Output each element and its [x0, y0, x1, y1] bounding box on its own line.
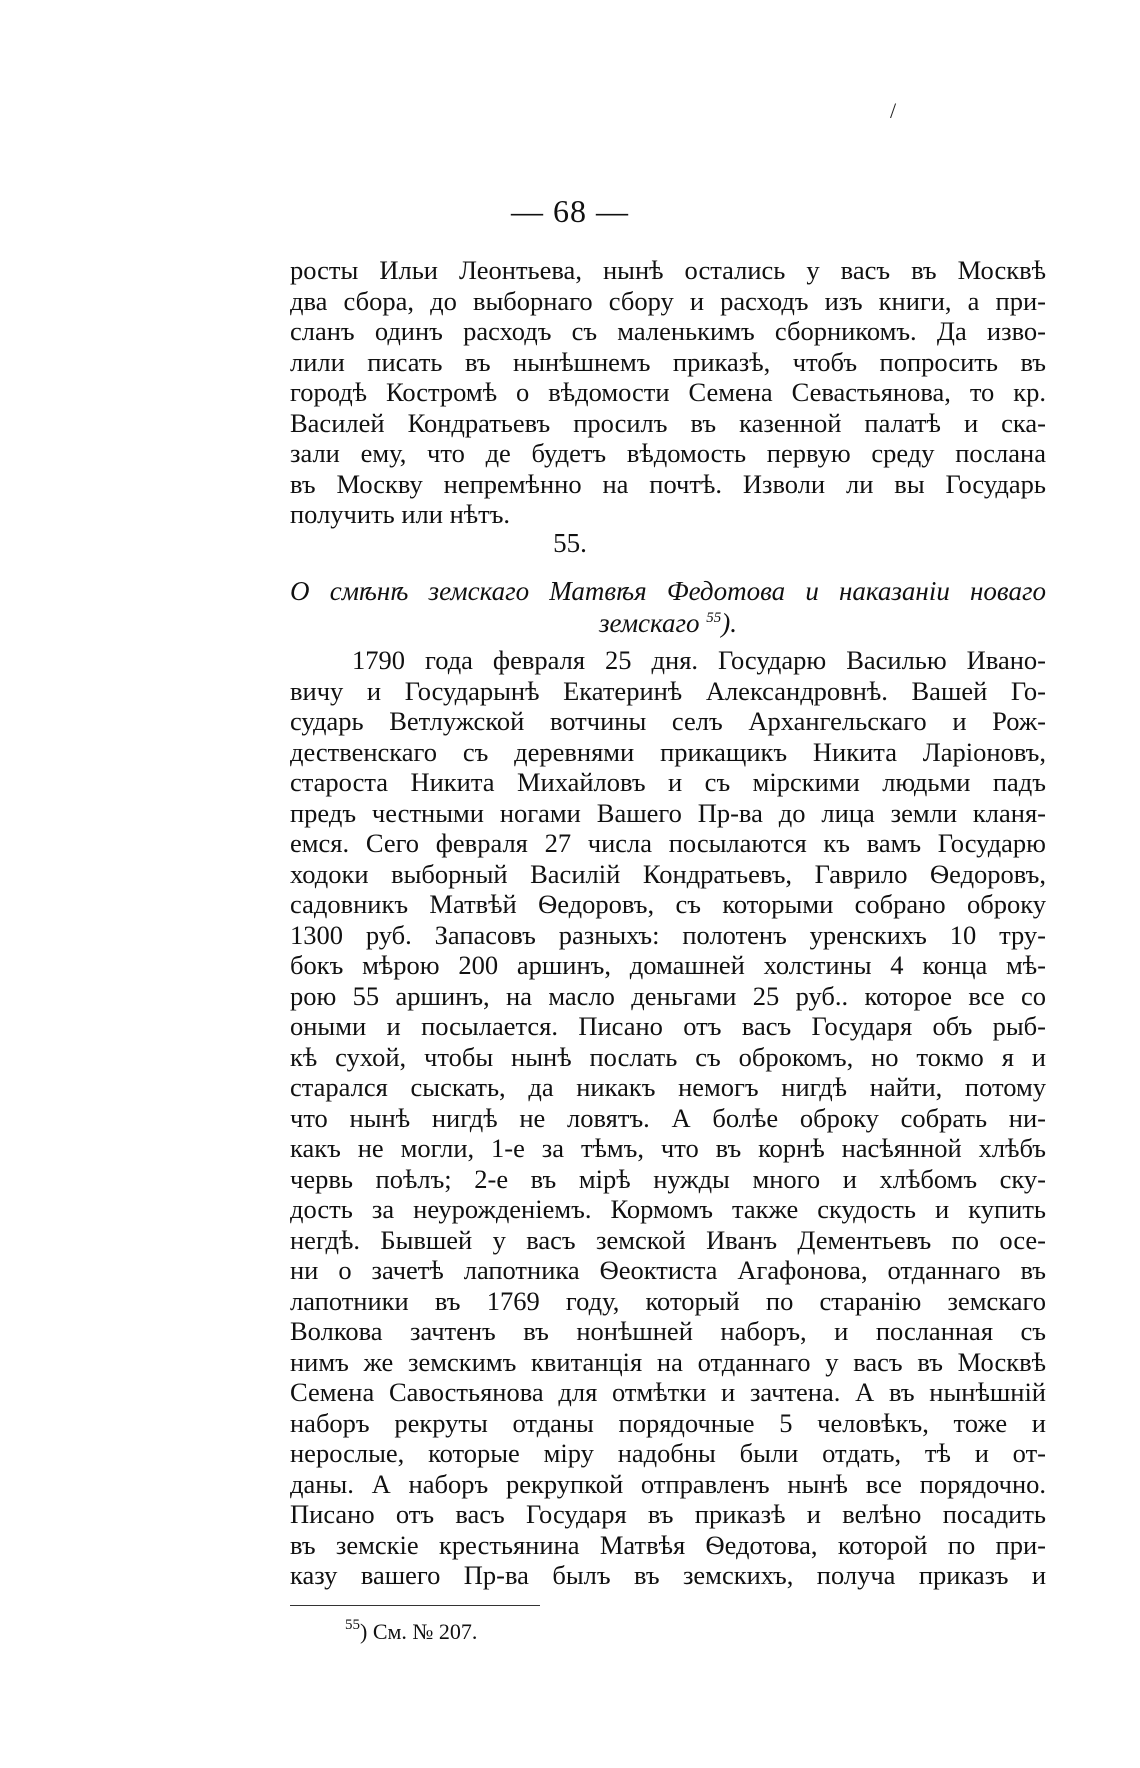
- title-punct: ).: [721, 608, 738, 638]
- footnote-divider: [290, 1605, 540, 1606]
- text-line: рою 55 аршинъ, на масло деньгами 25 руб.. которое все со: [290, 980, 1046, 1011]
- text-line: въ Москву непремѣнно на почтѣ. Изволи ли вы Государь: [290, 468, 1046, 499]
- title-word: земскаго: [598, 608, 700, 638]
- text-line: получить или нѣтъ.: [290, 499, 511, 529]
- text-line: даны. А наборъ рекрупкой отправленъ нынѣ все порядочно.: [290, 1468, 1046, 1499]
- title-line: [290, 607, 1046, 639]
- text-line: червь поѣлъ; 2-е въ мірѣ нужды много и хлѣбомъ ску-: [290, 1163, 1046, 1194]
- title-line: О смѣнѣ земскаго Матвѣя Федотова и наказаніи новаго: [290, 576, 1046, 606]
- text-line: ни о зачетѣ лапотника Ѳеоктиста Агафонова, отданнаго въ: [290, 1255, 1046, 1285]
- text-line: что нынѣ нигдѣ не ловятъ. А болѣе оброку собрать ни-: [290, 1102, 1046, 1133]
- text-line: росты Ильи Леонтьева, нынѣ остались у васъ въ Москвѣ: [290, 255, 1046, 285]
- stray-mark: /: [890, 98, 897, 123]
- text-line: 1790 года февраля 25 дня. Государю Василью Ивано-: [352, 645, 1046, 675]
- text-line: бокъ мѣрою 200 аршинъ, домашней холстины 4 конца мѣ-: [290, 950, 1046, 980]
- text-line: староста Никита Михайловъ и съ мірскими людьми падъ: [290, 767, 1046, 797]
- text-line: городѣ Костромѣ о вѣдомости Семена Севастьянова, то кр.: [290, 377, 1046, 407]
- text-line: Волкова зачтенъ въ нонѣшней наборъ, и посланная съ: [290, 1316, 1046, 1346]
- text-line: негдѣ. Бывшей у васъ земской Иванъ Дементьевъ по осе-: [290, 1224, 1046, 1255]
- text-line: сланъ одинъ расходъ съ маленькимъ сборникомъ. Да изво-: [290, 316, 1046, 346]
- paragraph-continuation: [290, 255, 1046, 530]
- text-line: кѣ сухой, чтобы нынѣ послать съ оброкомъ, но токмо я и: [290, 1041, 1046, 1072]
- footnote-text: ) См. № 207.: [360, 1619, 478, 1644]
- text-line: сударь Ветлужской вотчины селъ Архангельскаго и Рож-: [290, 706, 1046, 736]
- page-number: — 68 —: [511, 193, 629, 229]
- text-line: Семена Савостьянова для отмѣтки и зачтена. А въ нынѣшній: [290, 1377, 1046, 1407]
- text-line: два сбора, до выборнаго сбору и расходъ изъ книги, а при-: [290, 285, 1046, 316]
- text-line: наборъ рекруты отданы порядочные 5 человѣкъ, тоже и: [290, 1407, 1046, 1438]
- text-line: въ земскіе крестьянина Матвѣя Ѳедотова, которой по при-: [290, 1529, 1046, 1560]
- text-line: какъ не могли, 1-е за тѣмъ, что въ корнѣ насѣянной хлѣбъ: [290, 1133, 1046, 1163]
- text-line: оными и посылается. Писано отъ васъ Государя объ рыб-: [290, 1011, 1046, 1041]
- text-line: нимъ же земскимъ квитанція на отданнаго у васъ въ Москвѣ: [290, 1346, 1046, 1377]
- text-line: казу вашего Пр-ва былъ въ земскихъ, получа приказъ и: [290, 1560, 1046, 1590]
- text-line: емся. Сего февраля 27 числа посылаются къ вамъ Государю: [290, 828, 1046, 858]
- section-number: 55.: [553, 528, 587, 558]
- letter-body: [290, 645, 1046, 1591]
- footnote: [345, 1619, 477, 1645]
- text-line: Писано отъ васъ Государя въ приказѣ и велѣно посадить: [290, 1499, 1046, 1529]
- text-line: предъ честными ногами Вашего Пр-ва до лица земли кланя-: [290, 797, 1046, 828]
- text-line: старался сыскать, да никакъ немогъ нигдѣ найти, потому: [290, 1072, 1046, 1102]
- footnote-marker: 55: [345, 1617, 360, 1633]
- text-line: дественскаго съ деревнями прикащикъ Никита Ларіоновъ,: [290, 736, 1046, 767]
- section-title: [290, 575, 1046, 639]
- text-line: ходоки выборный Василій Кондратьевъ, Гаврило Ѳедоровъ,: [290, 858, 1046, 889]
- text-line: лапотники въ 1769 году, который по старанію земскаго: [290, 1285, 1046, 1316]
- text-line: садовникъ Матвѣй Ѳедоровъ, съ которыми собрано оброку: [290, 889, 1046, 919]
- footnote-ref: 55: [706, 610, 722, 626]
- text-line: 1300 руб. Запасовъ разныхъ: полотенъ уренскихъ 10 тру-: [290, 919, 1046, 950]
- text-line: зали ему, что де будетъ вѣдомость первую среду послана: [290, 438, 1046, 468]
- text-line: Василей Кондратьевъ просилъ въ казенной палатѣ и ска-: [290, 407, 1046, 438]
- text-line: нерослые, которые міру надобны были отдать, тѣ и от-: [290, 1438, 1046, 1468]
- text-line: лили писать въ нынѣшнемъ приказѣ, чтобъ попросить въ: [290, 346, 1046, 377]
- text-line: вичу и Государынѣ Екатеринѣ Александровнѣ. Вашей Го-: [290, 675, 1046, 706]
- text-line: дость за неурожденіемъ. Кормомъ также скудость и купить: [290, 1194, 1046, 1224]
